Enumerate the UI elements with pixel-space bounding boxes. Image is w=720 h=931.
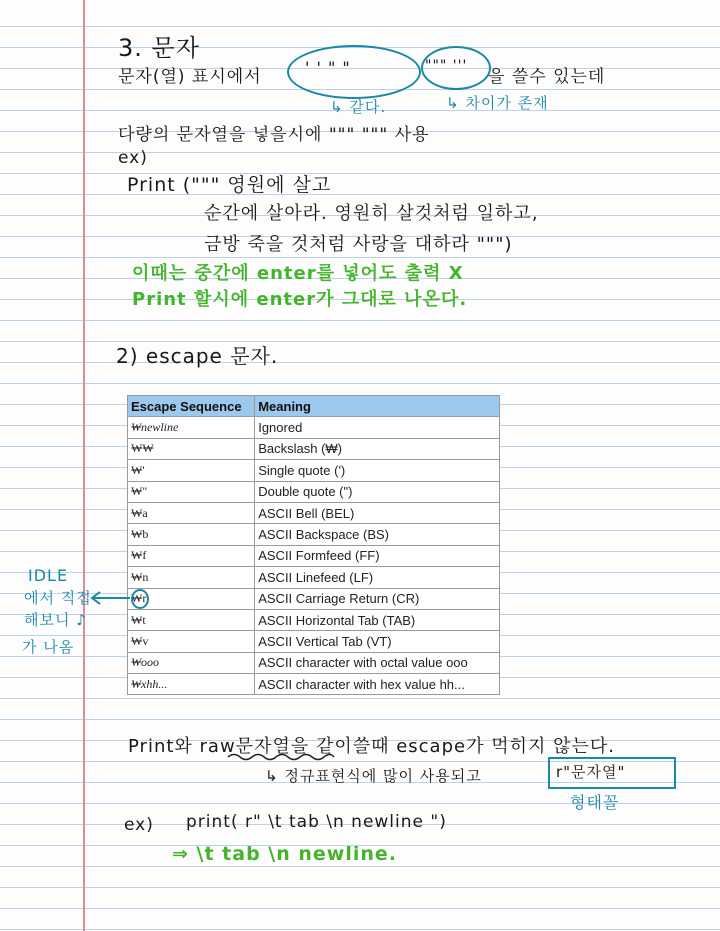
table-cell-escape: ₩' bbox=[128, 460, 255, 481]
table-cell-meaning: Single quote (') bbox=[255, 460, 500, 481]
table-row bbox=[128, 417, 500, 438]
example1-label: ex) bbox=[118, 148, 148, 168]
table-row bbox=[128, 524, 500, 545]
table-cell-meaning: ASCII Linefeed (LF) bbox=[255, 567, 500, 588]
side-note-line3: 해보니 ♪ bbox=[24, 611, 87, 629]
table-header-meaning: Meaning bbox=[255, 396, 500, 417]
table-cell-escape: ₩₩ bbox=[128, 438, 255, 459]
green-note-1: 이때는 중간에 enter를 넣어도 출력 X bbox=[132, 263, 464, 284]
table-row bbox=[128, 567, 500, 588]
note-difference: ↳ 차이가 존재 bbox=[446, 94, 549, 112]
example1-line3: 금방 죽을 것처럼 사랑을 대하라 """) bbox=[204, 234, 513, 255]
table-cell-escape: ₩r bbox=[128, 588, 255, 609]
table-cell-escape: ₩newline bbox=[128, 417, 255, 438]
line1-text-b: 을 쓸수 있는데 bbox=[488, 67, 606, 87]
line1-triple-quotes: """ ''' bbox=[425, 58, 468, 74]
raw-string-line: Print와 raw문자열을 같이쓸때 escape가 먹히지 않는다. bbox=[128, 736, 615, 757]
table-row bbox=[128, 631, 500, 652]
example1-line1: Print (""" 영원에 살고 bbox=[127, 174, 332, 196]
example2-code: print( r" \t tab \n newline ") bbox=[186, 812, 447, 832]
example2-label: ex) bbox=[124, 815, 154, 835]
side-note-line4: 가 나옴 bbox=[22, 638, 75, 656]
raw-format-text: r"문자열" bbox=[556, 763, 626, 781]
table-row bbox=[128, 609, 500, 630]
table-cell-meaning: ASCII Bell (BEL) bbox=[255, 502, 500, 523]
raw-format-caption: 형태꼴 bbox=[570, 793, 620, 812]
table-cell-meaning: Backslash (₩) bbox=[255, 438, 500, 459]
table-cell-escape: ₩ooo bbox=[128, 652, 255, 673]
line1-quotes: ' ' " " bbox=[305, 58, 351, 77]
table-cell-meaning: ASCII Horizontal Tab (TAB) bbox=[255, 609, 500, 630]
line1-text-a: 문자(열) 표시에서 bbox=[118, 67, 262, 87]
table-cell-escape: ₩v bbox=[128, 631, 255, 652]
table-cell-meaning: ASCII Carriage Return (CR) bbox=[255, 588, 500, 609]
table-cell-escape: ₩" bbox=[128, 481, 255, 502]
table-row bbox=[128, 588, 500, 609]
table-cell-escape: ₩b bbox=[128, 524, 255, 545]
table-cell-meaning: Ignored bbox=[255, 417, 500, 438]
raw-sub-note: ↳ 정규표현식에 많이 사용되고 bbox=[265, 767, 482, 785]
escape-sequence-table bbox=[127, 395, 500, 695]
example2-result: ⇒ \t tab \n newline. bbox=[172, 843, 397, 865]
margin-line bbox=[83, 0, 85, 931]
subsection-escape: 2) escape 문자. bbox=[116, 344, 279, 368]
example1-line2: 순간에 살아라. 영원히 살것처럼 일하고, bbox=[204, 203, 539, 224]
table-cell-meaning: ASCII Backspace (BS) bbox=[255, 524, 500, 545]
table-cell-escape: ₩n bbox=[128, 567, 255, 588]
line2-text: 다량의 문자열을 넣을시에 """ """ 사용 bbox=[118, 125, 430, 145]
note-same: ↳ 같다. bbox=[330, 98, 387, 116]
raw-underline bbox=[226, 752, 336, 762]
side-note-line1: IDLE bbox=[28, 566, 69, 585]
table-header-escape: Escape Sequence bbox=[128, 396, 255, 417]
table-cell-escape: ₩t bbox=[128, 609, 255, 630]
side-note-line2: 에서 직접 bbox=[24, 589, 92, 607]
table-row bbox=[128, 438, 500, 459]
table-row bbox=[128, 502, 500, 523]
table-row bbox=[128, 674, 500, 695]
table-cell-meaning: ASCII character with hex value hh... bbox=[255, 674, 500, 695]
side-note-arrow bbox=[90, 588, 150, 612]
table-cell-meaning: Double quote (") bbox=[255, 481, 500, 502]
table-cell-meaning: ASCII Formfeed (FF) bbox=[255, 545, 500, 566]
table-row bbox=[128, 460, 500, 481]
green-note-2: Print 할시에 enter가 그대로 나온다. bbox=[132, 289, 468, 310]
table-row bbox=[128, 545, 500, 566]
table-cell-meaning: ASCII Vertical Tab (VT) bbox=[255, 631, 500, 652]
table-cell-escape: ₩a bbox=[128, 502, 255, 523]
table-cell-escape: ₩f bbox=[128, 545, 255, 566]
table-row bbox=[128, 481, 500, 502]
table-header-row bbox=[128, 396, 500, 417]
table-cell-meaning: ASCII character with octal value ooo bbox=[255, 652, 500, 673]
table-row bbox=[128, 652, 500, 673]
table-cell-escape: ₩xhh... bbox=[128, 674, 255, 695]
section-title: 3. 문자 bbox=[118, 34, 200, 62]
